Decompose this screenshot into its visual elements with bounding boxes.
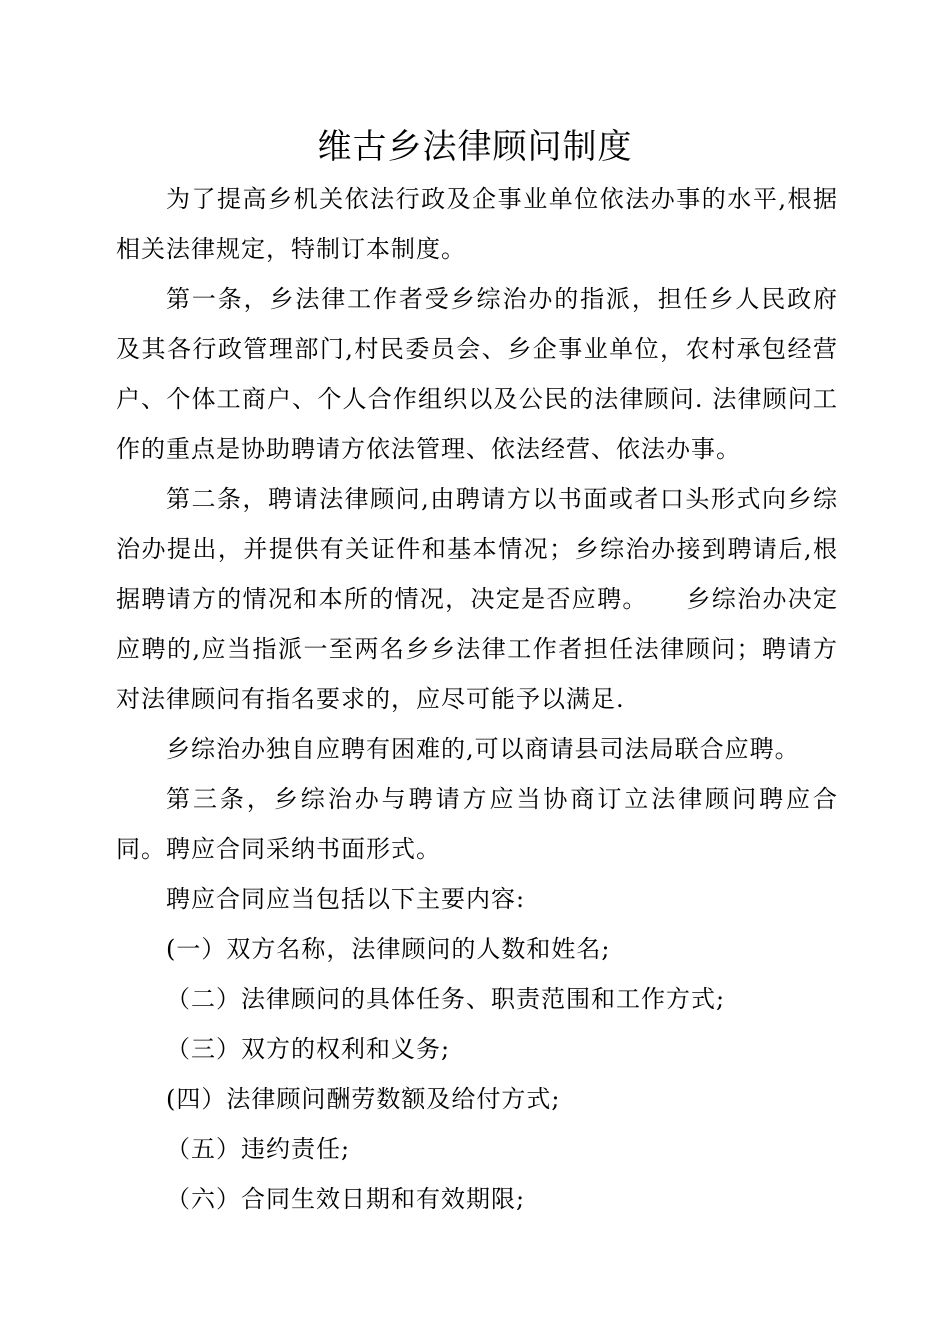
article-3-paragraph: 第三条，乡综治办与聘请方应当协商订立法律顾问聘应合同。聘应合同采纳书面形式。 bbox=[116, 785, 838, 863]
article-1-paragraph: 第一条，乡法律工作者受乡综治办的指派，担任乡人民政府及其各行政管理部门,村民委员会、乡企事业单位，农村承包经营户、个体工商户、个人合作组织以及公民的法律顾问. 法律顾问工作的重点是协助聘请方依法管理、依法经营、依法办事。 bbox=[116, 285, 838, 463]
contract-item-6: （六）合同生效日期和有效期限; bbox=[166, 1185, 526, 1213]
contract-item-4: (四）法律顾问酬劳数额及给付方式; bbox=[166, 1085, 561, 1113]
article-2-paragraph: 第二条，聘请法律顾问,由聘请方以书面或者口头形式向乡综治办提出，并提供有关证件和基本情况；乡综治办接到聘请后,根据聘请方的情况和本所的情况，决定是否应聘。 乡综治办决定应聘的,应当指派一至两名乡乡法律工作者担任法律顾问；聘请方对法律顾问有指名要求的，应尽可能予以满足. bbox=[116, 485, 838, 713]
contract-item-1: (一）双方名称，法律顾问的人数和姓名; bbox=[166, 935, 611, 963]
contract-item-5: （五）违约责任; bbox=[166, 1135, 351, 1163]
contract-item-3: （三）双方的权利和义务; bbox=[166, 1035, 451, 1063]
document-title: 维古乡法律顾问制度 bbox=[317, 127, 633, 167]
contract-contents-intro: 聘应合同应当包括以下主要内容: bbox=[166, 885, 526, 913]
intro-paragraph: 为了提高乡机关依法行政及企事业单位依法办事的水平,根据相关法律规定，特制订本制度。 bbox=[116, 185, 838, 263]
contract-item-2: （二）法律顾问的具体任务、职责范围和工作方式; bbox=[166, 985, 726, 1013]
joint-appointment-paragraph: 乡综治办独自应聘有困难的,可以商请县司法局联合应聘。 bbox=[166, 735, 800, 763]
document-body bbox=[116, 174, 838, 1224]
